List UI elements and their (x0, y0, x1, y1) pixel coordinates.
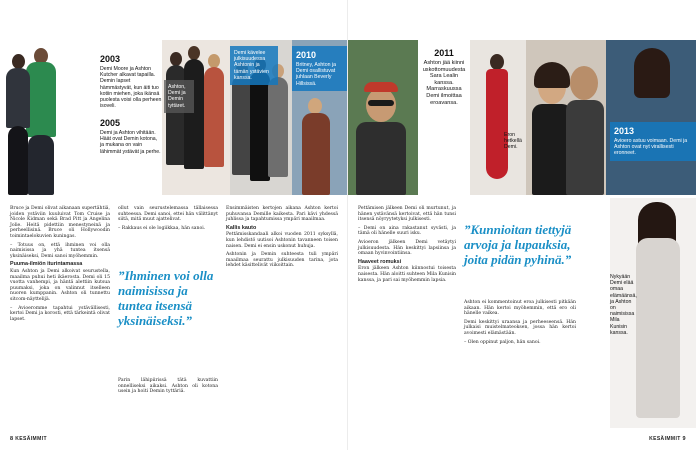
right-page (348, 0, 696, 450)
year-2010: 2010 (296, 50, 317, 60)
caption-family (164, 80, 194, 113)
year-2013: 2013 (614, 126, 635, 136)
photo-2010 (292, 40, 348, 195)
caption-friends (230, 46, 278, 85)
col4-paragraph-1: Pettämisen jälkeen Demi oli murtunut, ja hänen ystävänsä kertoivat, että hän tunsi itsensä nöyryytetyksi julkisesti. (358, 206, 456, 223)
caption-2013 (610, 122, 696, 161)
photo-2013 (606, 40, 696, 195)
year-2011: 2011 (434, 48, 454, 58)
right-brand: KESÄIMMIT (649, 436, 681, 442)
cap-hat (364, 82, 398, 92)
col3-paragraph-1: Ensimmäisten kertojen aikana Ashton kertoi puhuvansa Demille kaikesta. Pari kävi yhdessä juhlissa ja tapahtumissa ympäri maailmaa. (226, 206, 338, 223)
col1-subheading: Puuma-ilmiön iturintamassa (10, 261, 83, 268)
photo-friends (230, 40, 292, 195)
right-column-1 (358, 206, 456, 286)
right-footer (649, 436, 686, 442)
sunglasses (368, 100, 394, 106)
caption-family-text: Ashton, Demi ja Demin tyttäret. (168, 84, 186, 109)
side-portrait (610, 198, 696, 428)
col4-paragraph-3: Avioeron jälkeen Demi vetäytyi julkisuudesta. Hän keskittyi lapsiinsa ja omaan hyvinvointiinsa. (358, 239, 456, 257)
left-brand: KESÄIMMIT (15, 436, 47, 442)
caption-friends-text: Demi kävelee julkisuudessa Ashtonin ja tämän ystävien kanssa. (234, 50, 269, 81)
col1-paragraph-2: – Totuus on, että ihminen voi olla naimisissa ja yhä tuntea itsensä yksinäiseksi, Demi sanoi myöhemmin. (10, 242, 110, 259)
photo-couple-2003 (0, 40, 100, 195)
photo-red-dress (470, 40, 526, 195)
right-page-number: 9 (682, 436, 686, 442)
right-photo-strip (348, 40, 696, 195)
pull-quote-1: ”Ihminen voi olla naimisissa ja tuntea itsensä yksinäiseksi.” (118, 268, 214, 328)
caption-2005 (100, 118, 162, 155)
left-column-3 (226, 206, 338, 272)
left-footer (10, 436, 47, 442)
col3-paragraph-3: Ashtonin ja Demin suhteesta tuli ympäri maailmaa seurattu julkisuuden tarina, jota lehdet käsittelivät viikoittain. (226, 252, 338, 269)
caption-2005-text: Demi ja Ashton vihitään. Häät ovat Demin kotona, ja mukana on vain lähimmät ystävät ja perhe. (100, 130, 161, 155)
col1-paragraph-4: – Avioeromme tapahtui ystävällisesti, kertoi Demi ja korosti, että tärkeintä olivat lapset. (10, 305, 110, 322)
col4-paragraph-4: Eron jälkeen Ashton kiinnostui toisesta naisesta. Hän aloitti suhteen Mila Kunisin kanssa, ja pari sai myöhemmin lapsia. (358, 266, 456, 283)
left-page-number: 8 (10, 436, 14, 442)
caption-2011-text: Ashton jää kiinni uskottomuudesta Sara Lealin kanssa. Marraskuussa Demi ilmoittaa eroavansa. (422, 60, 466, 106)
photo-family (162, 40, 230, 195)
hair (534, 62, 570, 88)
year-2005: 2005 (100, 118, 121, 128)
left-column-1 (10, 206, 110, 325)
photo-ashton-sunglasses (348, 40, 418, 195)
col5-paragraph-1: Ashton ei kommentoinut eroa julkisesti pitkään aikaan. Hän kertoi myöhemmin, että ero oli hänelle vaikea. (464, 300, 576, 317)
photo-smiling-couple (526, 40, 606, 195)
caption-2003 (100, 54, 162, 109)
caption-2011 (420, 48, 468, 106)
col1-paragraph-1: Bruce ja Demi olivat aikanaan supertähtiä, joiden ystäviin kuuluivat Tom Cruise ja Nicole Kidman sekä Brad Pitt ja Angelina Jolie. Heitä pidettiin menestyneinä ja perheellisinä. Bruce oli Hollywoodin toimintaelokuvien kuningas. (10, 206, 110, 239)
col3-subheading: Kallis kauto (226, 224, 257, 231)
col1-paragraph-3: Kun Ashton ja Demi alkoivat seurustella, maailma puhui heti ikäerosta. Demi oli 15 vuotta vanhempi, ja häntä alettiin kutsua puumaksi, joka on valinnut itselleen nuoren kumppanin. Ashton oli tunnettu sitcom-näyttelijä. (10, 268, 110, 302)
left-column-2-bottom (118, 378, 218, 398)
col2-paragraph-1: ollut vain seurustelemassa tällaisessa suhteessa. Demi sanoi, ettei hän välittänyt siitä, mitä muut ajattelivat. (118, 206, 218, 223)
col3-paragraph-2: Pettämisskandaali alkoi vuoden 2011 syksyllä, kun lehdistö uutisoi Ashtonin tavanneen toisen naisen. Demi ei ensin uskonut huhuja. (226, 232, 338, 249)
col5-paragraph-3: – Olen oppinut paljon, hän sanoi. (464, 339, 541, 345)
caption-2010 (292, 46, 348, 91)
hair-2013 (634, 48, 670, 98)
caption-2013-text: Avioero astuu voimaan. Demi ja Ashton ovat nyt virallisesti eronneet. (614, 138, 688, 157)
col5-paragraph-2: Demi keskittyi uraansa ja perheeseensä. Hän julkaisi muistelmateoksen, jossa hän kertoi avoimesti elämästään. (464, 319, 576, 336)
left-photo-strip (0, 40, 348, 195)
caption-2003-text: Demi Moore ja Ashton Kutcher alkavat tapailla. Demin lapset hämmästyvät, kun äiti tuo kotiin miehen, joka ikänsä puolesta voisi olla perheen isoveli. (100, 66, 162, 110)
right-column-2 (464, 300, 576, 348)
pull-quote-2: ”Kunnioitan tiettyjä arvoja ja lupauksia, joita pidän pyhinä.” (464, 222, 572, 267)
col4-paragraph-2: – Demi on aina rakastanut syvästi, ja tämä oli hänelle suuri isku. (358, 225, 456, 237)
col2-paragraph-2: – Rakkaus ei ole logiikkaa, hän sanoi. (118, 225, 206, 231)
year-2003: 2003 (100, 54, 121, 64)
col4-subheading: Haaveet romuksi (358, 258, 402, 265)
col2-paragraph-3: Parin lähipiirissä tätä kuvattiin onnelliseksi aikaksi. Ashton oli kotona usein ja hoiti Demin tyttäriä. (118, 378, 218, 395)
caption-red (504, 132, 526, 151)
side-caption-text: Nykyään Demi elää omaa elämäänsä, ja Ashton on naimisissa Mila Kunisin kanssa. (610, 274, 637, 336)
side-caption (610, 274, 636, 336)
caption-red-text: Eron hetkellä Demi. (504, 132, 522, 151)
caption-2010-text: Britney, Ashton ja Demi osallistuvat juhlaan Beverly Hillsissä. (296, 62, 336, 87)
left-column-2 (118, 206, 218, 234)
